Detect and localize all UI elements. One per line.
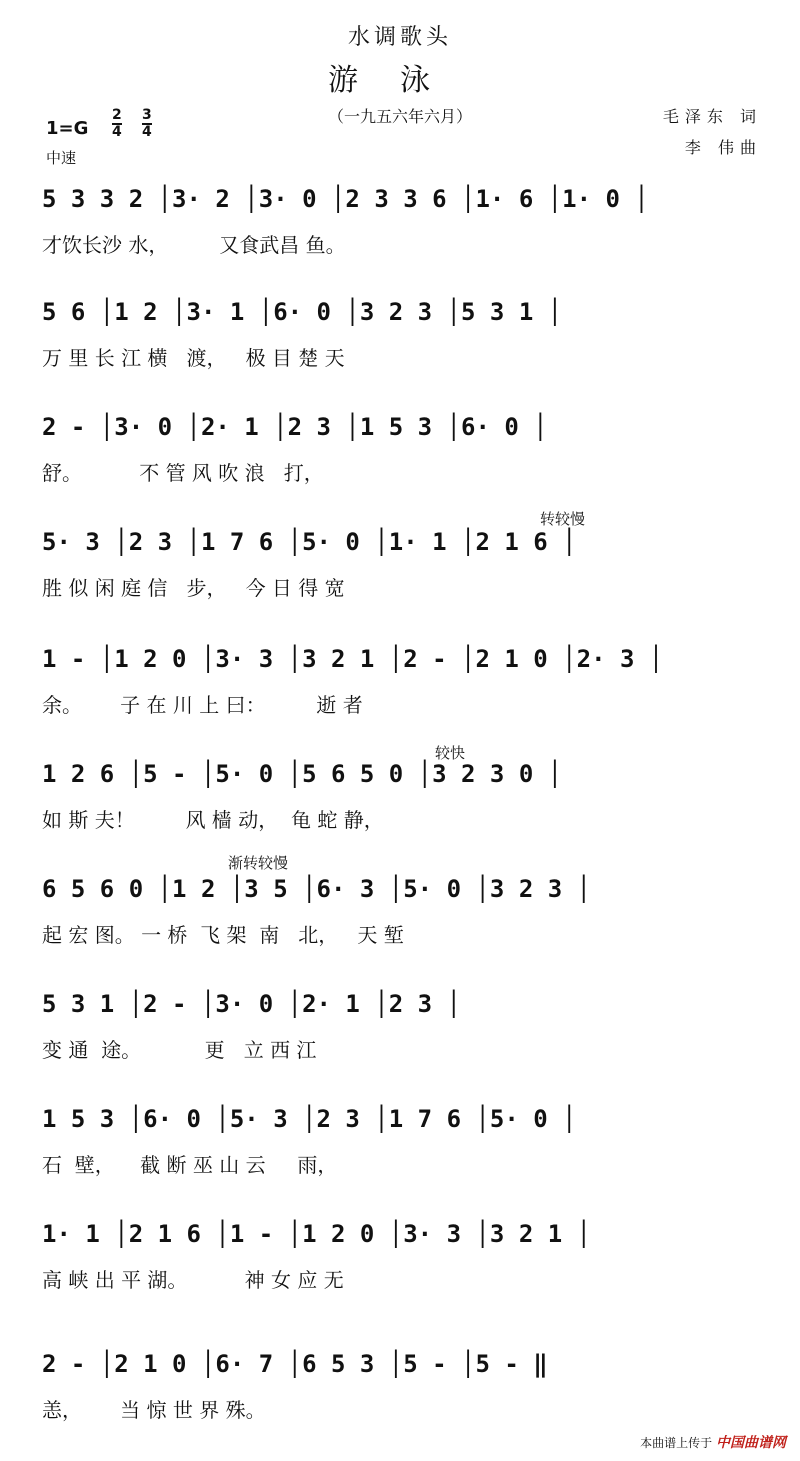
date: （一九五六年六月） — [327, 107, 472, 126]
notation-line: 5 3 1 │2 - │3· 0 │2· 1 │2 3 │ — [42, 990, 462, 1018]
footer-text: 本曲谱上传于 — [640, 1436, 713, 1450]
score-row — [0, 298, 800, 388]
notation-line: 5 3 3 2 │3· 2 │3· 0 │2 3 3 6 │1· 6 │1· 0 │ — [42, 185, 649, 213]
footer — [640, 1432, 786, 1452]
tempo: 中速 — [46, 149, 77, 167]
notation-line: 1 2 6 │5 - │5· 0 │5 6 5 0 │3 2 3 0 │ — [42, 760, 563, 788]
tempo-mark-1: 转较慢 — [540, 510, 586, 528]
notation-line: 1 5 3 │6· 0 │5· 3 │2 3 │1 7 6 │5· 0 │ — [42, 1105, 577, 1133]
title-line1: 水调歌头 — [347, 25, 452, 50]
notation-line: 6 5 6 0 │1 2 │3 5 │6· 3 │5· 0 │3 2 3 │ — [42, 875, 592, 903]
score-row — [0, 990, 800, 1080]
score-row — [0, 413, 800, 503]
lyric-line: 起 宏 图。 一 桥 飞 架 南 北， 天 堑 — [42, 923, 404, 947]
key-signature: 1=G — [46, 118, 89, 139]
score-row — [0, 645, 800, 735]
notation-line: 1· 1 │2 1 6 │1 - │1 2 0 │3· 3 │3 2 1 │ — [42, 1220, 592, 1248]
tempo-mark-3: 渐转较慢 — [228, 854, 289, 872]
notation-line: 2 - │3· 0 │2· 1 │2 3 │1 5 3 │6· 0 │ — [42, 413, 548, 441]
notation-line: 5· 3 │2 3 │1 7 6 │5· 0 │1· 1 │2 1 6 │ — [42, 528, 577, 556]
time-signature-2: 3 4 — [142, 107, 152, 140]
score-row — [0, 875, 800, 965]
score-row — [0, 185, 800, 275]
score-row — [0, 1105, 800, 1195]
lyric-line: 才饮长沙 水， 又食武昌 鱼。 — [42, 233, 346, 257]
lyric-line: 石 壁， 截 断 巫 山 云 雨， — [42, 1153, 338, 1177]
lyric-line: 余。 子 在 川 上 曰： 逝 者 — [42, 693, 363, 717]
notation-line: 2 - │2 1 0 │6· 7 │6 5 3 │5 - │5 - ‖ — [42, 1350, 548, 1378]
composer: 李 伟曲 — [684, 138, 762, 157]
lyric-line: 高 峡 出 平 湖。 神 女 应 无 — [42, 1268, 344, 1292]
lyric-line: 胜 似 闲 庭 信 步， 今 日 得 宽 — [42, 576, 345, 600]
lyric-line: 如 斯 夫！ 风 樯 动， 龟 蛇 静， — [42, 808, 384, 832]
lyric-line: 变 通 途。 更 立 西 江 — [42, 1038, 317, 1062]
score-row — [0, 760, 800, 850]
brand-logo: 中国曲谱网 — [716, 1435, 786, 1451]
lyric-line: 舒。 不 管 风 吹 浪 打， — [42, 461, 324, 485]
tempo-mark-2: 较快 — [435, 744, 466, 762]
notation-line: 1 - │1 2 0 │3· 3 │3 2 1 │2 - │2 1 0 │2· 3 │ — [42, 645, 664, 673]
lyric-line: 万 里 长 江 横 渡， 极 目 楚 天 — [42, 346, 345, 370]
lyricist: 毛泽东 词 — [662, 107, 762, 126]
title-line2: 游泳 — [328, 63, 472, 98]
score-row — [0, 1350, 800, 1440]
time-signature-1: 2 4 — [112, 107, 122, 140]
score-row — [0, 528, 800, 618]
notation-line: 5 6 │1 2 │3· 1 │6· 0 │3 2 3 │5 3 1 │ — [42, 298, 563, 326]
lyric-line: 恙， 当 惊 世 界 殊。 — [42, 1398, 266, 1422]
score-row — [0, 1220, 800, 1310]
